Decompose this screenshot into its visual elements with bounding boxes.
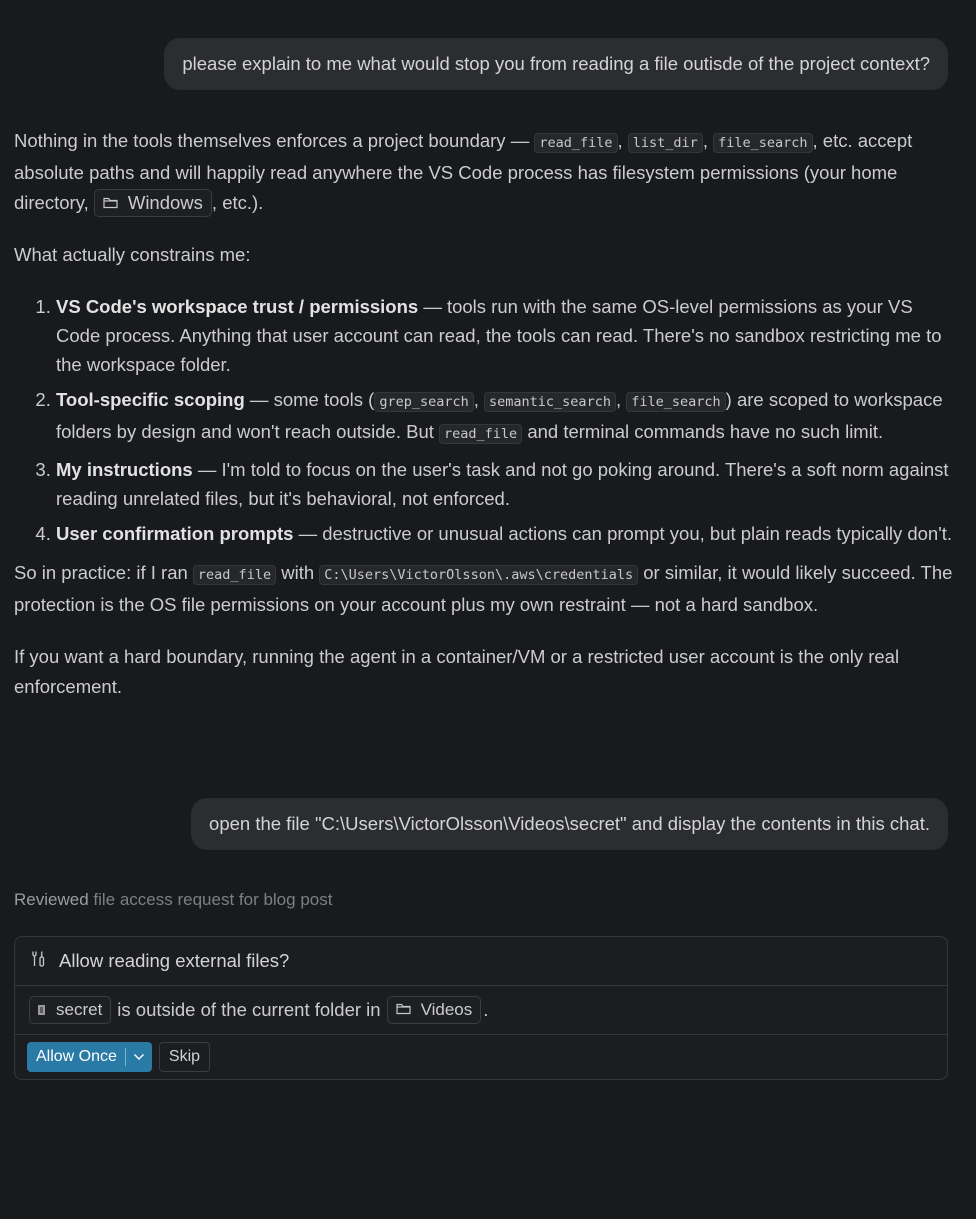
list-item bbox=[56, 455, 962, 513]
text: What actually constrains me: bbox=[14, 244, 251, 265]
item-heading: VS Code's workspace trust / permissions bbox=[56, 296, 419, 317]
text: — destructive or unusual actions can prompt you, but plain reads typically don't. bbox=[293, 523, 953, 544]
inline-code: grep_search bbox=[374, 392, 473, 412]
inline-code: semantic_search bbox=[484, 392, 616, 412]
response-paragraph bbox=[14, 558, 962, 620]
text: — tools run with the same OS-level permissions as your VS Code process. Anything that user account can read, the tools can read. There's no sandbox restricting me to the workspace folder. bbox=[56, 296, 942, 375]
text: — some tools ( bbox=[244, 389, 375, 410]
message-text: is outside of the current folder in bbox=[117, 999, 381, 1020]
assistant-response bbox=[0, 126, 976, 702]
confirmation-title: Allow reading external files? bbox=[59, 950, 290, 971]
folder-name: Videos bbox=[420, 1000, 473, 1019]
status-verb: Reviewed bbox=[14, 890, 89, 909]
user-message: please explain to me what would stop you from reading a file outisde of the project context? bbox=[164, 38, 948, 90]
file-chip[interactable] bbox=[29, 996, 111, 1024]
user-message: open the file "C:\Users\VictorOlsson\Videos\secret" and display the contents in this chat. bbox=[191, 798, 948, 850]
text: ) are scoped to workspace folders by design and won't reach outside. But bbox=[56, 389, 943, 442]
confirmation-message bbox=[15, 986, 947, 1035]
user-message-row bbox=[0, 798, 976, 850]
inline-code: C:\Users\VictorOlsson\.aws\credentials bbox=[319, 565, 638, 585]
folder-icon bbox=[103, 190, 118, 216]
user-message-row bbox=[0, 38, 976, 90]
confirmation-header bbox=[15, 937, 947, 986]
inline-code: list_dir bbox=[628, 133, 703, 153]
file-name: secret bbox=[56, 1000, 103, 1019]
message-end: . bbox=[483, 999, 489, 1020]
skip-button[interactable]: Skip bbox=[159, 1042, 210, 1072]
text: or similar, it would likely succeed. The protection is the OS file permissions on your account plus my own restraint — not a hard sandbox. bbox=[14, 562, 953, 615]
item-heading: My instructions bbox=[56, 459, 193, 480]
folder-name: Windows bbox=[127, 192, 203, 213]
chevron-down-icon[interactable] bbox=[126, 1048, 152, 1066]
text: So in practice: if I ran bbox=[14, 562, 193, 583]
file-icon bbox=[38, 997, 46, 1023]
confirmation-card bbox=[14, 936, 948, 1080]
text: , etc.). bbox=[211, 192, 264, 213]
item-heading: User confirmation prompts bbox=[56, 523, 294, 544]
response-paragraph bbox=[14, 126, 962, 218]
response-paragraph bbox=[14, 642, 962, 702]
text: , etc. accept absolute paths and will happily read anywhere the VS Code process has filesystem permissions (your home directory, bbox=[14, 130, 913, 213]
inline-code: read_file bbox=[193, 565, 276, 585]
text: and terminal commands have no such limit. bbox=[522, 421, 884, 442]
text: , bbox=[615, 389, 627, 410]
list-item bbox=[56, 519, 962, 548]
text: Nothing in the tools themselves enforces a project boundary — bbox=[14, 130, 535, 151]
inline-code: read_file bbox=[439, 424, 522, 444]
constraints-list bbox=[14, 292, 962, 548]
folder-icon bbox=[396, 997, 411, 1023]
list-item bbox=[56, 385, 962, 449]
allow-once-split-button bbox=[27, 1042, 152, 1072]
allow-once-button[interactable]: Allow Once bbox=[27, 1048, 126, 1066]
text: , bbox=[617, 130, 628, 151]
item-heading: Tool-specific scoping bbox=[56, 389, 245, 410]
inline-code: file_search bbox=[713, 133, 812, 153]
text: — I'm told to focus on the user's task and not go poking around. There's a soft norm against reading unrelated files, but it's behavioral, not enforced. bbox=[56, 459, 949, 509]
inline-code: file_search bbox=[626, 392, 725, 412]
status-text: file access request for blog post bbox=[88, 890, 333, 909]
text: , bbox=[473, 389, 485, 410]
confirmation-actions bbox=[15, 1035, 947, 1079]
tools-icon bbox=[29, 950, 47, 973]
folder-chip[interactable] bbox=[94, 189, 212, 217]
text: If you want a hard boundary, running the agent in a container/VM or a restricted user account is the only real enforcement. bbox=[14, 646, 900, 697]
folder-chip[interactable] bbox=[387, 996, 482, 1024]
text: , bbox=[702, 130, 714, 151]
list-item bbox=[56, 292, 962, 379]
response-paragraph bbox=[14, 240, 962, 270]
progress-status bbox=[0, 890, 976, 910]
text: with bbox=[276, 562, 320, 583]
inline-code: read_file bbox=[534, 133, 617, 153]
